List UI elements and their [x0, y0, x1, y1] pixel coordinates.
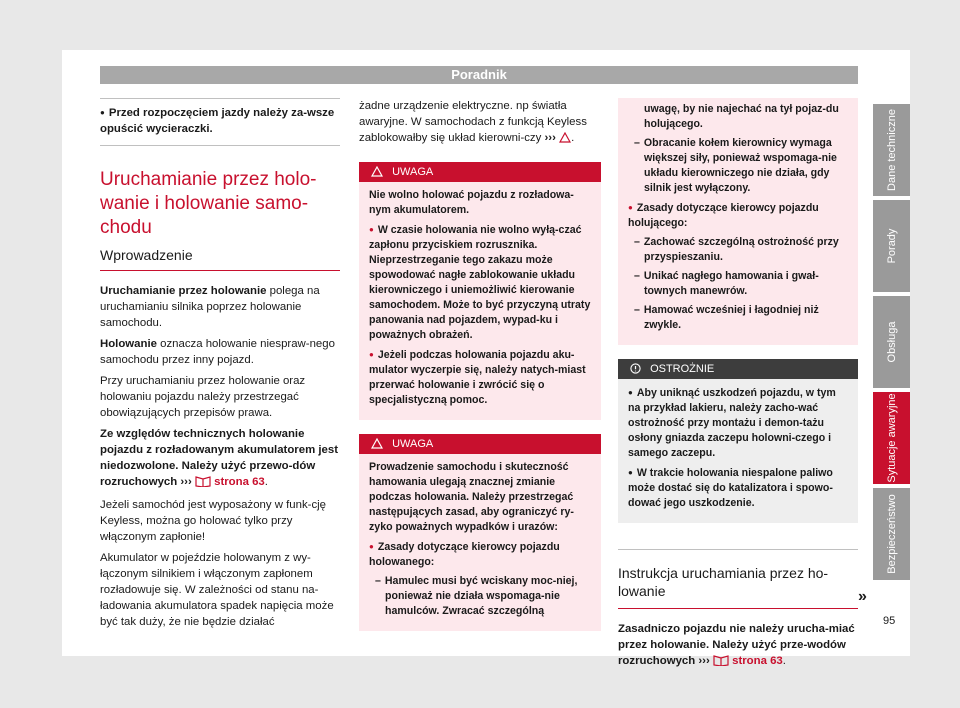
tab-bezpieczenstwo[interactable]: Bezpieczeństwo	[873, 488, 910, 580]
section-2-heading-block	[618, 549, 858, 609]
warning-triangle-icon	[559, 132, 571, 148]
tab-sytuacje-awaryjne[interactable]: Sytuacje awaryjne	[873, 392, 910, 484]
page-link[interactable]: strona 63	[732, 655, 783, 667]
tip-box: ● Przed rozpoczęciem jazdy należy za-wsze opuścić wycieraczki.	[100, 98, 340, 146]
info-circle-icon	[630, 361, 641, 381]
tab-obsluga[interactable]: Obsługa	[873, 296, 910, 388]
book-icon	[713, 654, 729, 671]
page-number: 95	[883, 615, 896, 627]
tab-dane-techniczne[interactable]: Dane techniczne	[873, 104, 910, 196]
warning-body: uwagę, by nie najechać na tył pojaz-du holującego. – Obracanie kołem kierownicy wymaga większej siły, ponieważ wspomaga-nie układu kierowniczego nie działa, gdy silnik jest wyłączony. ● Zasady dotyczące kierowcy pojazdu holującego: – Zachować szczególną ostrożność przy przyspieszaniu. – Unikać nagłego hamowania i gwał-townych manewrów. – Hamować wcześniej i łagodniej niż zwykle.	[618, 98, 858, 345]
warning-box-continued	[618, 98, 858, 345]
paragraph: Uruchamianie przez holowanie polega na uruchamianiu silnika poprzez holowanie samochodu.	[100, 285, 320, 329]
warning-triangle-icon	[371, 164, 383, 184]
warning-triangle-icon	[371, 436, 383, 456]
paragraph: Ze względów technicznych holowanie pojazdu z rozładowanym akumulatorem jest niedozwolone. Należy użyć przewo-dów rozruchowych ››› strona 63.	[100, 426, 340, 492]
warning-header: UWAGA	[359, 434, 601, 454]
column-3	[618, 98, 858, 676]
book-icon	[195, 475, 211, 492]
next-page-indicator: »	[858, 588, 867, 605]
warning-body: Prowadzenie samochodu i skuteczność hamowania ulegają znacznej zmianie podczas holowania. Należy przestrzegać następujących zasad, aby ograniczyć ry-zyko poważnych wypadków i urazów: ● Zasady dotyczące kierowcy pojazdu holowanego: – Hamulec musi być wciskany moc-niej, ponieważ nie działa wspomaga-nie hamulców. Zwracać szczególną	[359, 454, 601, 631]
page-header: Poradnik	[100, 66, 858, 84]
paragraph: Przy uruchamianiu przez holowanie oraz holowaniu pojazdu należy przestrzegać obowiązujących przepisów prawa.	[100, 375, 306, 419]
warning-box	[359, 162, 601, 420]
paragraph: Akumulator w pojeździe holowanym z wy-łączonym silnikiem i włączonym zapłonem rozładowuje się. W zależności od stanu na-ładowania akumulatora spadek napięcia może być tak duży, że nie będzie działać	[100, 552, 334, 628]
caution-box	[618, 359, 858, 523]
tab-porady[interactable]: Porady	[873, 200, 910, 292]
paragraph: Jeżeli samochód jest wyposażony w funk-cję Keyless, można go holować tylko przy włączonym zapłonie!	[100, 499, 327, 543]
warning-header: UWAGA	[359, 162, 601, 182]
caution-body: ● Aby uniknąć uszkodzeń pojazdu, w tym na przykład lakieru, należy zacho-wać ostrożność przy montażu i demon-tażu osłony gniazda zaczepu holowni-czego i samego zaczepu. ● W trakcie holowania niespalone paliwo może dostać się do katalizatora i spowo-dować jego uszkodzenie.	[618, 379, 858, 523]
warning-body: Nie wolno holować pojazdu z rozładowa-nym akumulatorem. ● W czasie holowania nie wolno wyłą-czać zapłonu przyciskiem rozrusznika. Nieprzestrzeganie tego zakazu może spowodować nagłe zablokowanie układu kierowniczego i uniemożliwić kierowanie samochodem. Może to być przyczyną utraty panowania nad pojazdem, wypad-ku i poważnych obrażeń. ● Jeżeli podczas holowania pojazdu aku-mulator wyczerpie się, należy natych-miast przerwać holowanie i zwrócić się o specjalistyczną pomoc.	[359, 182, 601, 420]
section-heading-block	[100, 168, 340, 271]
paragraph: Holowanie oznacza holowanie niespraw-nego samochodu przez inny pojazd.	[100, 338, 335, 366]
section-title: Uruchamianie przez holo-wanie i holowanie samo-chodu	[100, 169, 317, 238]
section-subtitle: Wprowadzenie	[100, 247, 193, 263]
warning-box	[359, 434, 601, 631]
paragraph: Zasadniczo pojazdu nie należy urucha-miać przez holowanie. Należy użyć prze-wodów rozruchowych ››› strona 63.	[618, 621, 858, 671]
intro-text	[100, 283, 340, 630]
section-2-title: Instrukcja uruchamiania przez ho-lowanie	[618, 565, 829, 599]
column-2	[359, 98, 601, 631]
caution-header: OSTROŻNIE	[618, 359, 858, 379]
page-link[interactable]: strona 63	[214, 476, 265, 488]
paragraph: żadne urządzenie elektryczne. np światła awaryjne. W samochodach z funkcją Keyless zablokowałby się układ kierowni-czy ››› .	[359, 98, 601, 148]
column-1	[100, 98, 340, 635]
